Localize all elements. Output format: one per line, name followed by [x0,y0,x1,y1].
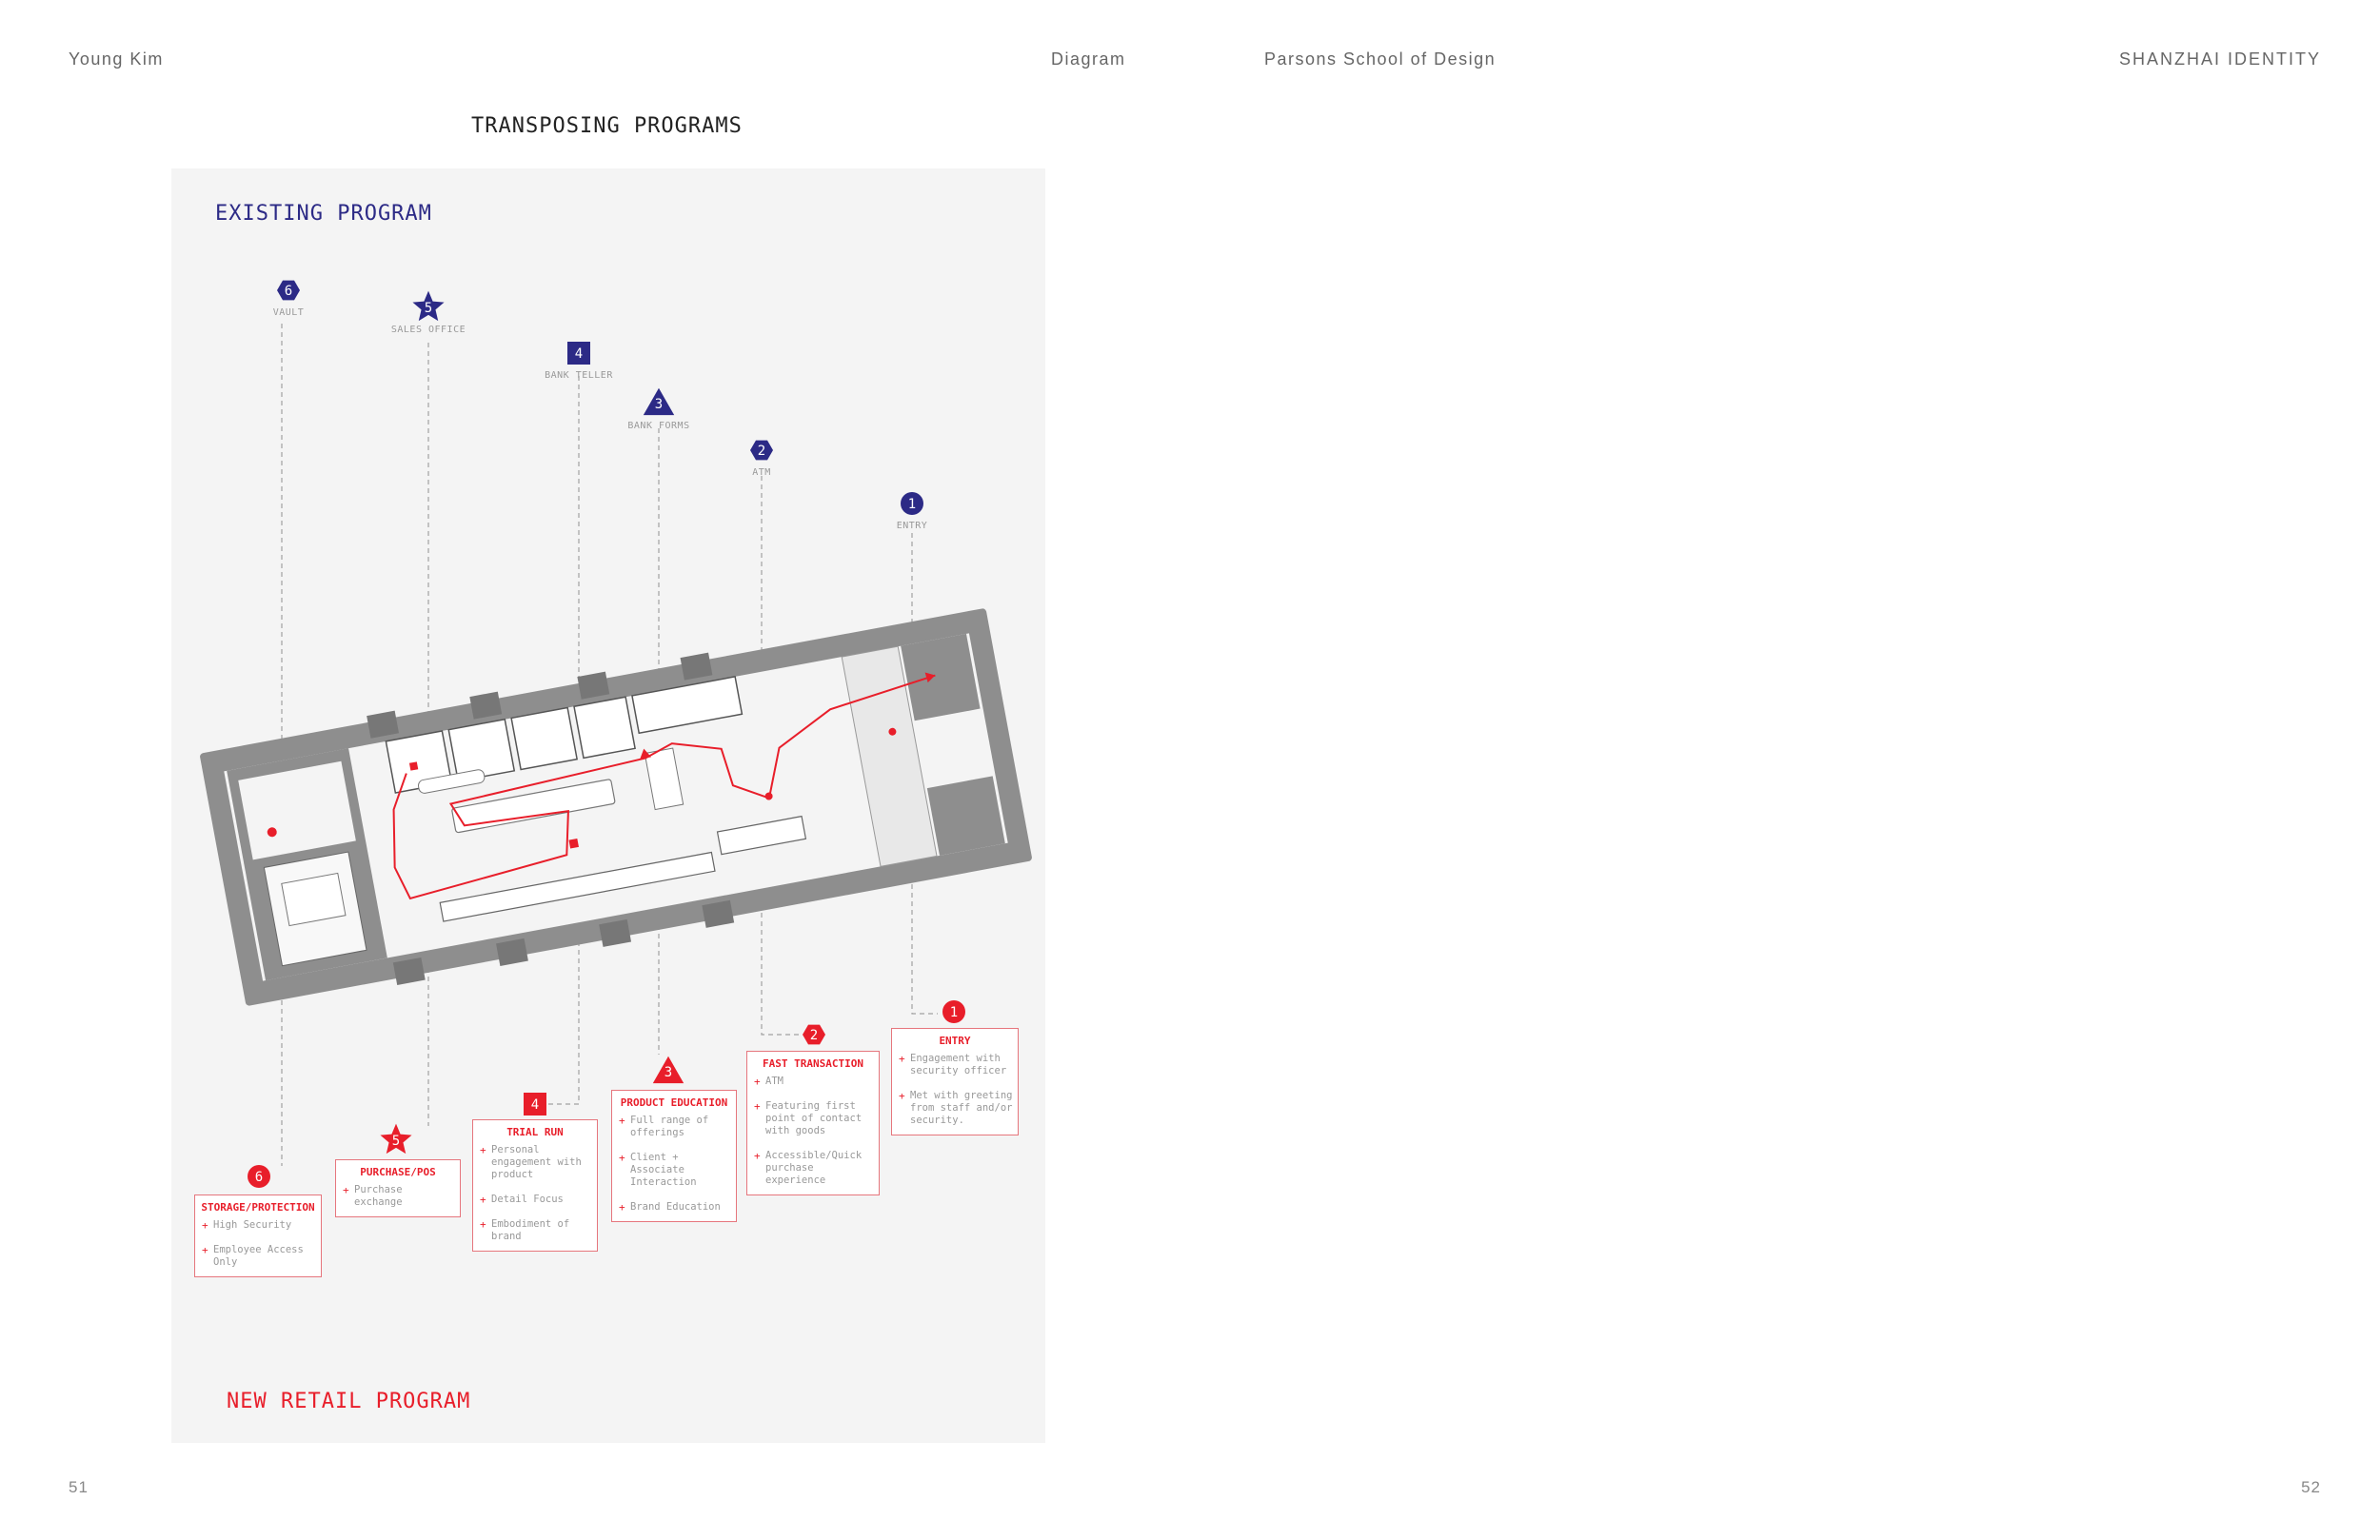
program-card-item: + Featuring first point of contact with goods [752,1100,874,1137]
program-card-title: PRODUCT EDUCATION [620,1096,728,1109]
marker-label: ATM [752,467,771,478]
marker-label: ENTRY [896,521,928,531]
marker-label: VAULT [272,307,305,318]
program-card [194,1194,322,1277]
new-marker-4 [653,1056,684,1083]
program-card [335,1159,461,1217]
new-marker-1 [248,1165,270,1188]
program-card-item: + Full range of offerings [617,1115,731,1139]
program-card-item: + Personal engagement with product [478,1144,592,1181]
author-name: Young Kim [69,49,164,69]
program-card-item: + Purchase exchange [341,1184,455,1209]
program-card [891,1028,1019,1135]
page-number-left: 51 [69,1478,89,1496]
marker-number: 4 [574,346,584,362]
marker-number: 5 [424,301,433,316]
new-marker-3 [524,1093,546,1116]
program-card-list [752,1076,874,1187]
existing-marker-bank-teller [545,342,613,381]
program-card-title: STORAGE/PROTECTION [201,1201,315,1214]
marker-number: 2 [757,444,766,459]
marker-number: 6 [254,1170,264,1185]
program-card-item: + Detail Focus [478,1194,592,1206]
program-card-list [478,1144,592,1243]
marker-number: 3 [654,397,664,412]
marker-number: 2 [809,1028,819,1043]
program-card-title: TRIAL RUN [506,1126,564,1138]
program-card-title: FAST TRANSACTION [763,1057,863,1070]
program-card-list [617,1115,731,1214]
program-card-item: + ATM [752,1076,874,1088]
program-card [472,1119,598,1252]
program-card [611,1090,737,1222]
program-card-item: + High Security [200,1219,316,1232]
program-card-list [200,1219,316,1269]
program-card-item: + Met with greeting from staff and/or security. [897,1090,1013,1127]
existing-program-markers [273,281,928,531]
existing-marker-entry [897,492,928,531]
program-card-title: PURCHASE/POS [360,1166,436,1178]
existing-marker-sales-office [391,291,466,335]
marker-number: 4 [530,1097,540,1113]
existing-marker-vault [273,281,305,318]
program-card-title: ENTRY [939,1035,971,1047]
program-card-item: + Accessible/Quick purchase experience [752,1150,874,1187]
existing-program-heading: EXISTING PROGRAM [215,202,432,226]
existing-marker-bank-forms [627,388,689,431]
page-title: TRANSPOSING PROGRAMS [471,114,743,138]
existing-marker-atm [750,441,773,478]
new-marker-2 [380,1124,411,1154]
program-card [746,1051,880,1195]
marker-number: 3 [664,1065,673,1080]
new-marker-5 [803,1025,825,1045]
program-card-item: + Brand Education [617,1201,731,1214]
marker-number: 1 [907,497,917,512]
new-retail-program-heading: NEW RETAIL PROGRAM [227,1390,471,1413]
marker-label: BANK TELLER [545,370,613,381]
marker-label: BANK FORMS [627,421,690,431]
marker-number: 1 [949,1005,959,1020]
project-title: SHANZHAI IDENTITY [2118,49,2321,69]
floor-plan [198,602,1034,1013]
program-card-list [341,1184,455,1209]
program-card-item: + Engagement with security officer [897,1053,1013,1077]
page-number-right: 52 [2301,1478,2321,1496]
program-card-list [897,1053,1013,1127]
program-card-item: + Employee Access Only [200,1244,316,1269]
program-card-item: + Client + Associate Interaction [617,1152,731,1189]
marker-number: 5 [391,1134,401,1149]
marker-number: 6 [284,284,293,299]
marker-label: SALES OFFICE [390,325,466,335]
new-marker-6 [942,1000,965,1023]
section-label: Diagram [1051,49,1126,69]
school-name: Parsons School of Design [1264,49,1497,69]
program-card-item: + Embodiment of brand [478,1218,592,1243]
